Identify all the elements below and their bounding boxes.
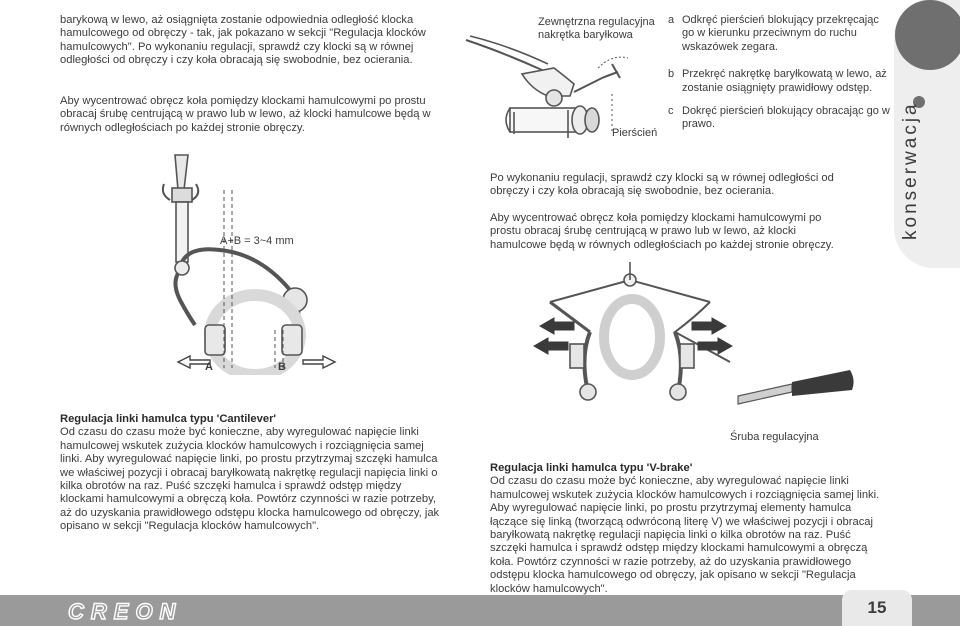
barrel-nut-label: Zewnętrzna regulacyjna nakrętka baryłkowa	[538, 16, 655, 41]
adjust-screw-label: Śruba regulacyjna	[730, 431, 819, 443]
page-number: 15	[867, 598, 887, 617]
brake-lever-illustration	[462, 34, 662, 164]
gap-label-b: B	[278, 361, 286, 373]
page-footer	[0, 595, 960, 626]
gap-label: A+B = 3~4 mm	[220, 235, 294, 247]
step-a: a Odkręć pierścień blokujący przekręcając go w kierunku przeciwnym do ruchu wskazówek zegara.	[668, 14, 879, 53]
vbrake-body: Od czasu do czasu może być konieczne, aby wyregulować napięcie linki hamulcowej wskutek zużycia klocków hamulcowych i rozciągnięcia samej linki. Aby wyregulować napięcie linki, po prostu przytrzymaj elementy hamulca łączące się linką (tworzącą odwróconą literę V) we właściwej pozycji i obracaj baryłkowatą nakrętkę regulacji napięcia linki o kilka obrotów na raz. Puść szczęki hamulca i sprawdź odstęp między klockami hamulcowymi a obręczą koła. Powtórz czynności w razie potrzeby, aż do uzyskania prawidłowego odstępu klocka hamulcowego od obręczy, jak opisano w sekcji "Regulacja klocków hamulcowych".	[490, 475, 880, 595]
caliper-brake-illustration	[150, 150, 360, 375]
ring-label: Pierścień	[612, 127, 658, 139]
vbrake-heading: Regulacja linki hamulca typu 'V-brake'	[490, 462, 693, 474]
adjustment-steps	[668, 14, 894, 146]
vbrake-section	[490, 462, 890, 596]
section-title-vertical: konserwacja	[900, 101, 921, 240]
center-paragraph-right: Aby wycentrować obręcz koła pomiędzy klockami hamulcowymi po prostu obracaj śrubę centrującą w prawo lub w lewo, aż klocki hamulcowe będą w równych odległościach po każdej stronie obręczy.	[490, 212, 834, 251]
check-paragraph-right: Po wykonaniu regulacji, sprawdź czy klocki są w równej odległości od obręczy i czy koła obracają się swobodnie, bez ocierania.	[490, 172, 834, 198]
step-b: b Przekręć nakrętkę baryłkowatą w lewo, aż zostanie osiągnięty prawidłowy odstęp.	[668, 68, 887, 94]
brand-logo: CREON	[68, 599, 183, 624]
gap-label-a: A	[205, 361, 213, 373]
cantilever-section	[60, 413, 440, 534]
v-brake-illustration	[530, 262, 860, 432]
intro-paragraph: barykową w lewo, aż osiągnięta zostanie odpowiednia odległość klocka hamulcowego od obręczy - tak, jak pokazano w sekcji "Regulacja klocków hamulcowych". Po wykonaniu regulacji, sprawdź czy klocki są w równej odległości od obręczy i czy koła obracają się swobodnie, bez ocierania.	[60, 14, 426, 67]
cantilever-body: Od czasu do czasu może być konieczne, aby wyregulować napięcie linki hamulcowej wskutek zużycia klocków hamulcowych i rozciągnięcia samej linki. Aby wyregulować napięcie linki, po prostu przytrzymaj szczęki hamulca we właściwej pozycji i obracaj baryłkowatą nakrętkę regulacji napięcia linki o kilka obrotów na raz. Puść szczęki hamulca i sprawdź odstęp między klockami hamulcowymi a obręczą koła. Powtórz czynności w razie potrzeby, aż do uzyskania prawidłowego odstępu klocka hamulcowego od obręczy, jak opisano w sekcji "Regulacja klocków hamulcowych".	[60, 426, 440, 533]
cantilever-heading: Regulacja linki hamulca typu 'Cantilever'	[60, 413, 277, 425]
center-paragraph-left: Aby wycentrować obręcz koła pomiędzy klockami hamulcowymi po prostu obracaj śrubę centrującą w prawo lub w lewo, aż klocki hamulcowe będą w równych odległościach po każdej stronie obręczy.	[60, 95, 431, 134]
step-c: c Dokręć pierścień blokujący obracając go w prawo.	[668, 105, 890, 131]
